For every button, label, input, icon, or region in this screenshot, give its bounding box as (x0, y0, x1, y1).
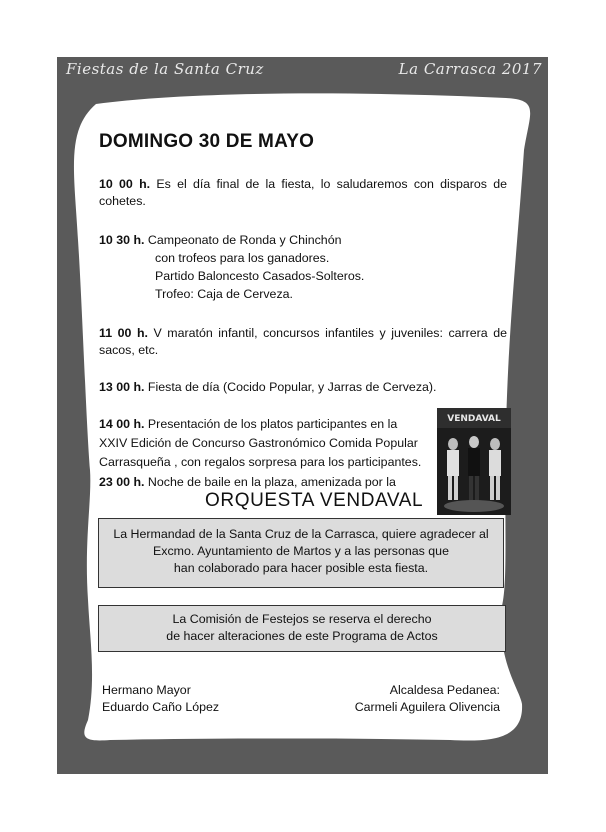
event-text: V maratón infantil, concursos infantiles y juveniles: carrera de sacos, etc. (99, 326, 508, 357)
thanks-line: han colaborado para hacer posible esta fiesta. (173, 561, 429, 575)
signature-left-name: Eduardo Caño López (102, 700, 220, 714)
notice-line: de hacer alteraciones de este Programa de Actos (166, 629, 438, 643)
notice-box (98, 605, 506, 652)
header-right: La Carrasca 2017 (398, 60, 542, 78)
event-time: 11 00 h. (99, 326, 148, 340)
event-time: 14 00 h. (99, 417, 145, 431)
event-14-00 (99, 416, 397, 433)
event-13-00 (99, 379, 436, 396)
photo-caption: VENDAVAL (447, 414, 501, 424)
band-name: ORQUESTA VENDAVAL (205, 490, 424, 511)
page-title: DOMINGO 30 DE MAYO (99, 131, 315, 152)
thanks-line: Excmo. Ayuntamiento de Martos y a las personas que (153, 544, 449, 558)
event-line: Partido Baloncesto Casados-Solteros. (155, 269, 365, 283)
event-line: Presentación de los platos participantes en la (147, 417, 398, 431)
event-line: Trofeo: Caja de Cerveza. (155, 287, 293, 301)
signature-left-role: Hermano Mayor (102, 683, 191, 697)
event-23-00 (99, 474, 396, 491)
event-time: 10 30 h. (99, 233, 145, 247)
event-10-30 (99, 232, 341, 249)
notice-line: La Comisión de Festejos se reserva el derecho (172, 612, 432, 626)
event-line: Carrasqueña , con regalos sorpresa para los participantes. (99, 455, 422, 469)
thanks-line: La Hermandad de la Santa Cruz de la Carrasca, quiere agradecer al (113, 527, 489, 541)
event-10-00 (99, 176, 507, 210)
event-text: Es el día final de la fiesta, lo saludaremos con disparos de cohetes. (99, 177, 507, 208)
event-11-00 (99, 325, 507, 359)
band-photo (437, 408, 511, 515)
event-text: Fiesta de día (Cocido Popular, y Jarras de Cerveza). (147, 380, 437, 394)
signature-right-name: Carmeli Aguilera Olivencia (354, 700, 500, 714)
event-time: 23 00 h. (99, 475, 145, 489)
event-line: Campeonato de Ronda y Chinchón (147, 233, 342, 247)
event-time: 13 00 h. (99, 380, 145, 394)
event-time: 10 00 h. (99, 177, 151, 191)
header-left: Fiestas de la Santa Cruz (66, 60, 264, 78)
event-line: con trofeos para los ganadores. (155, 251, 330, 265)
event-text: Noche de baile en la plaza, amenizada por la (147, 475, 396, 489)
signature-right-role: Alcaldesa Pedanea: (389, 683, 500, 697)
event-line: XXIV Edición de Concurso Gastronómico Comida Popular (99, 436, 418, 450)
thanks-box (98, 518, 504, 588)
